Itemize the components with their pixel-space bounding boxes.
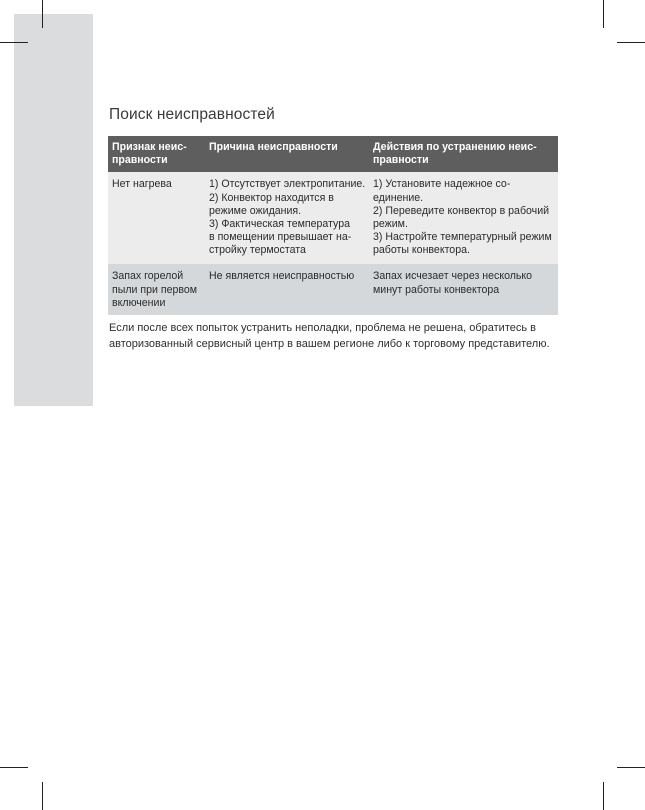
cell-line: 1) Отсутствует электропитание. — [209, 178, 366, 191]
cell-line: Запах горелой — [112, 270, 184, 283]
cell-line: минут работы конвектора — [373, 283, 500, 296]
cell-line: Нет нагрева — [112, 178, 172, 191]
header-line: Причина неисправности — [209, 141, 338, 153]
header-line: Действия по устранению неис- — [373, 141, 537, 153]
cell-line: 2) Переведите конвектор в рабочий — [373, 204, 550, 217]
cell-line: режим. — [373, 218, 408, 231]
crop-mark — [617, 767, 645, 768]
cell-line: в помещении превышает на- — [209, 231, 352, 244]
crop-mark — [0, 767, 28, 768]
table-row — [108, 264, 558, 315]
cell-action — [369, 264, 558, 315]
cell-cause — [205, 264, 369, 315]
cell-line: режиме ожидания. — [209, 204, 302, 217]
crop-mark — [0, 42, 28, 43]
crop-mark — [603, 782, 604, 810]
crop-mark — [603, 0, 604, 28]
footnote-line: авторизованный сервисный центр в вашем регионе либо к торговому представителю. — [109, 338, 550, 350]
cell-line: пыли при первом — [112, 283, 198, 296]
page-title: Поиск неисправностей — [109, 106, 275, 123]
cell-line: работы конвектора. — [373, 244, 470, 257]
cell-action — [369, 172, 558, 264]
cell-line: 3) Фактическая температура — [209, 218, 350, 231]
header-symptom — [108, 136, 205, 172]
header-action — [369, 136, 558, 172]
cell-line: стройку термостата — [209, 244, 306, 257]
cell-symptom — [108, 264, 205, 315]
header-cause — [205, 136, 369, 172]
troubleshooting-table — [108, 136, 558, 315]
cell-cause — [205, 172, 369, 264]
cell-line: 2) Конвектор находится в — [209, 191, 334, 204]
crop-mark — [617, 42, 645, 43]
header-line: правности — [373, 154, 429, 167]
cell-line: включении — [112, 296, 166, 309]
table-header-row — [108, 136, 558, 172]
cell-line: 3) Настройте температурный режим — [373, 231, 552, 244]
footnote-line: Если после всех попыток устранить неполадки, проблема не решена, обратитесь в — [109, 322, 536, 334]
cell-symptom — [108, 172, 205, 264]
footnote — [109, 320, 579, 352]
crop-mark — [42, 782, 43, 810]
header-line: Признак неис- — [112, 141, 187, 153]
cell-line: 1) Установите надежное со- — [373, 178, 511, 191]
header-line: правности — [112, 154, 168, 167]
cell-line: единение. — [373, 191, 424, 204]
table-row — [108, 172, 558, 264]
cell-line: Не является неисправностью — [209, 270, 355, 283]
crop-mark — [42, 0, 43, 28]
cell-line: Запах исчезает через несколько — [373, 270, 533, 283]
side-tab — [14, 14, 93, 406]
